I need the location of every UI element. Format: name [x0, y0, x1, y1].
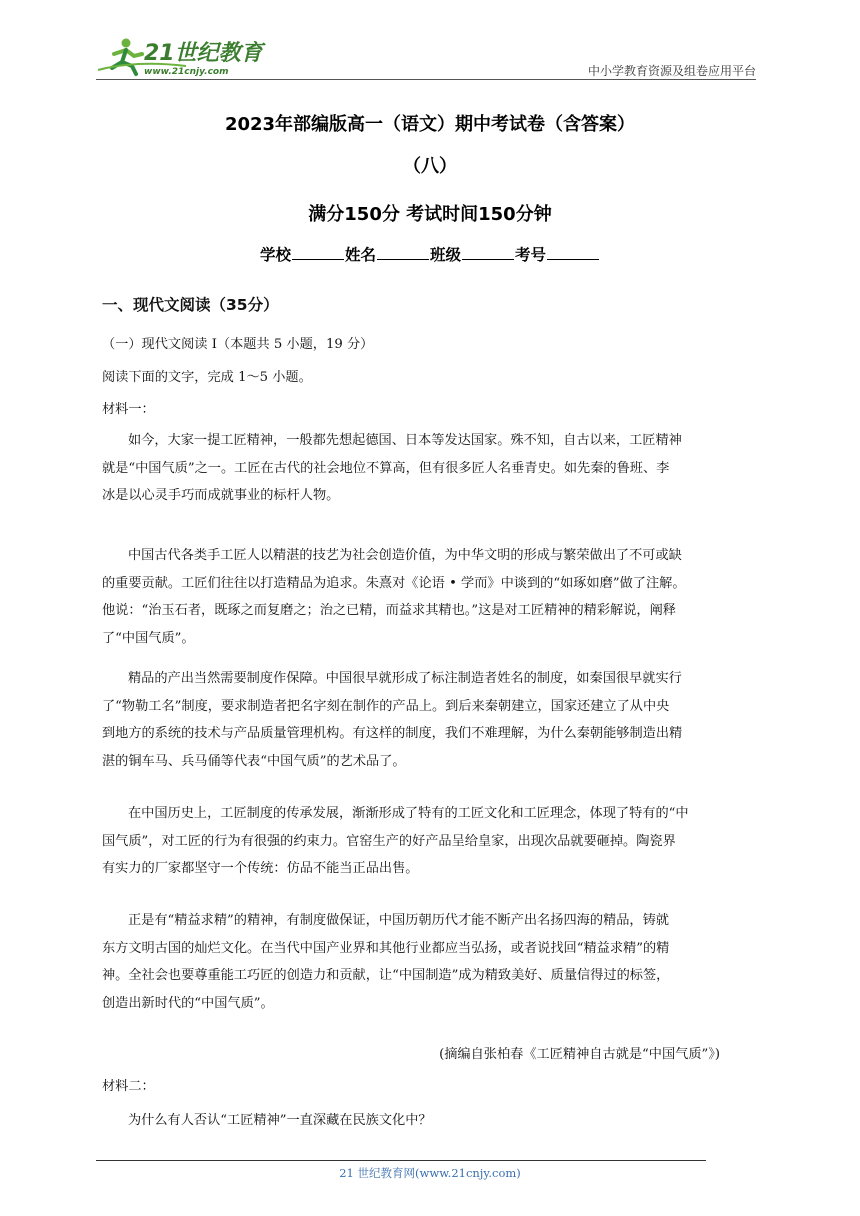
exam-title: 2023年部编版高一（语文）期中考试卷（含答案）	[224, 114, 636, 135]
paragraph-line: 在中国历史上，工匠制度的传承发展，渐渐形成了特有的工匠文化和工匠理念，体现了特有的“中	[128, 806, 689, 821]
logo-21cnjy	[96, 34, 266, 78]
paragraph-line: 东方文明古国的灿烂文化。在当代中国产业界和其他行业都应当弘扬，或者说找回“精益求精”的精	[102, 940, 670, 956]
citation: (摘编自张柏春《工匠精神自古就是“中国气质”》)	[439, 1047, 720, 1062]
exam-id-blank[interactable]	[547, 245, 599, 260]
section-heading: 一、现代文阅读（35分）	[102, 296, 279, 314]
name-blank[interactable]	[377, 245, 429, 260]
paragraph-line: 了“中国气质”。	[102, 630, 195, 646]
paragraph-line: 如今，大家一提工匠精神，一般都先想起德国、日本等发达国家。殊不知，自古以来，工匠精神	[128, 433, 682, 448]
header-divider	[96, 79, 756, 80]
material-2-label: 材料二：	[102, 1079, 155, 1094]
paragraph-line: 中国古代各类手工匠人以精湛的技艺为社会创造价值，为中华文明的形成与繁荣做出了不可或缺	[128, 548, 682, 563]
footer-divider	[96, 1160, 706, 1161]
material-1-label: 材料一：	[102, 402, 155, 417]
paragraph-4	[102, 800, 762, 883]
exam-number: （八）	[403, 156, 457, 177]
paragraph-line: 有实力的厂家都坚守一个传统：仿品不能当正品出售。	[102, 861, 419, 876]
paragraph-2	[102, 542, 762, 652]
field-name: 姓名	[344, 246, 376, 264]
field-school: 学校	[259, 246, 291, 264]
platform-name: 中小学教育资源及组卷应用平台	[587, 64, 756, 78]
svg-text:www.21cnjy.com: www.21cnjy.com	[144, 67, 229, 77]
school-blank[interactable]	[292, 245, 344, 260]
paragraph-line: 他说：“治玉石者，既琢之而复磨之；治之已精，而益求其精也。”这是对工匠精神的精彩解说，阐释	[102, 603, 676, 618]
page-header	[96, 34, 756, 82]
paragraph-line: 创造出新时代的“中国气质”。	[102, 995, 274, 1011]
field-class: 班级	[430, 246, 462, 264]
paragraph-line: 了“物勒工名”制度，要求制造者把名字刻在制作的产品上。到后来秦朝建立，国家还建立了从中央	[102, 698, 670, 714]
paragraph-3	[102, 665, 762, 775]
footer-link[interactable]: 21 世纪教育网(www.21cnjy.com)	[339, 1166, 521, 1180]
paragraph-line: 正是有“精益求精”的精神，有制度做保证，中国历朝历代才能不断产出名扬四海的精品，铸就	[128, 913, 669, 928]
class-blank[interactable]	[462, 245, 514, 260]
paragraph-1	[102, 427, 762, 510]
instruction: 阅读下面的文字，完成 1～5 小题。	[102, 370, 312, 385]
paragraph-line: 湛的铜车马、兵马俑等代表“中国气质”的艺术品了。	[102, 753, 406, 769]
paragraph-line: 国气质”，对工匠的行为有很强的约束力。官窑生产的好产品呈给皇家，出现次品就要砸掉。陶瓷界	[102, 833, 676, 849]
paragraph-5	[102, 907, 762, 1017]
exam-score-time: 满分150分 考试时间150分钟	[308, 204, 552, 225]
paragraph-line: 的重要贡献。工匠们往往以打造精品为追求。朱熹对《论语 • 学而》中谈到的“如琢如磨”做了注解。	[102, 575, 686, 591]
paragraph-line: 精品的产出当然需要制度作保障。中国很早就形成了标注制造者姓名的制度，如秦国很早就实行	[128, 671, 682, 686]
student-info-fields	[0, 243, 860, 265]
paragraph-line: 到地方的系统的技术与产品质量管理机构。有这样的制度，我们不难理解，为什么秦朝能够制造出精	[102, 726, 683, 741]
paragraph-line: 冰是以心灵手巧而成就事业的标杆人物。	[102, 488, 340, 503]
field-exam-id: 考号	[515, 246, 547, 264]
paragraph-line: 就是“中国气质”之一。工匠在古代的社会地位不算高，但有很多匠人名垂青史。如先秦的鲁班、李	[102, 460, 670, 476]
svg-text:21世纪教育: 21世纪教育	[144, 41, 263, 66]
material-2-first-line: 为什么有人否认“工匠精神”一直深藏在民族文化中？	[128, 1113, 432, 1128]
paragraph-line: 神。全社会也要尊重能工巧匠的创造力和贡献，让“中国制造”成为精致美好、质量信得过的标签，	[102, 968, 670, 983]
subsection-heading: （一）现代文阅读 I（本题共 5 小题，19 分）	[102, 337, 374, 352]
